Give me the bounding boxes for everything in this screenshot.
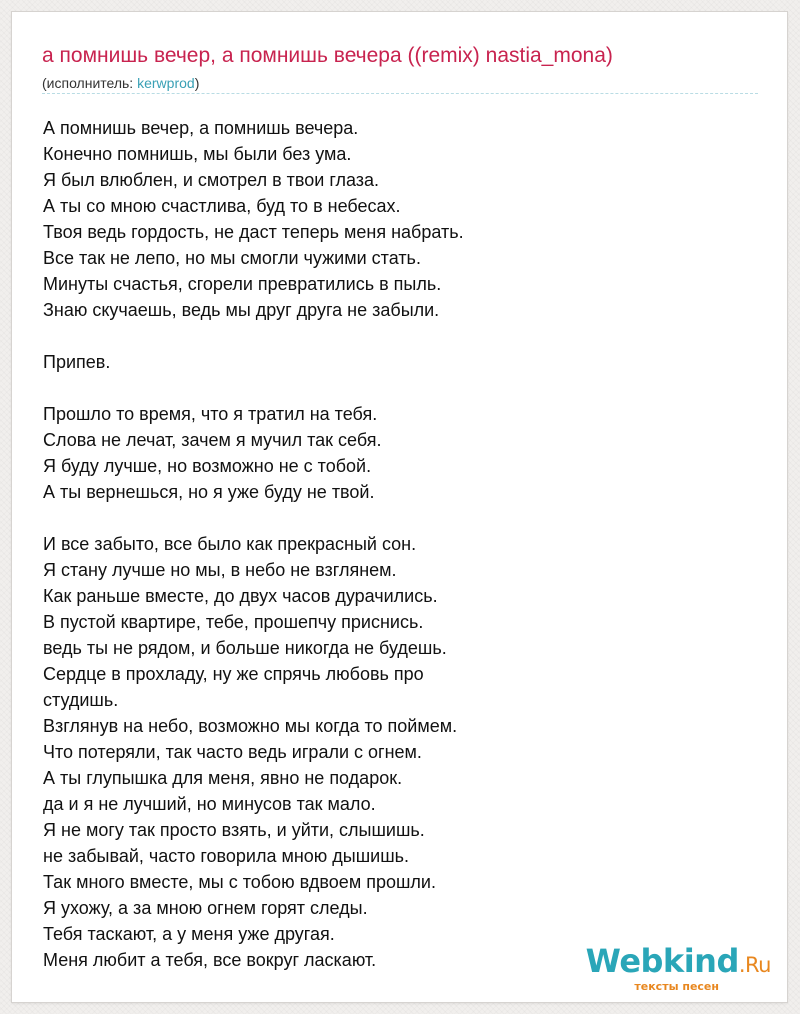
lyric-spacer [43, 505, 743, 531]
lyric-spacer [43, 323, 743, 349]
lyrics-card [12, 12, 787, 1002]
lyric-line: Тебя таскают, а у меня уже другая. [43, 924, 335, 944]
lyric-line: А ты со мною счастлива, буд то в небесах. [43, 196, 401, 216]
logo-tld: .Ru [738, 953, 771, 977]
lyrics-body [43, 115, 743, 973]
artist-link[interactable]: kerwprod [137, 75, 195, 91]
lyric-line: Минуты счастья, сгорели превратились в пыль. [43, 274, 442, 294]
lyric-line: В пустой квартире, тебе, прошепчу приснись. [43, 612, 424, 632]
lyric-line: А ты вернешься, но я уже буду не твой. [43, 482, 375, 502]
lyric-line: Я буду лучше, но возможно не с тобой. [43, 456, 372, 476]
performer-suffix: ) [194, 75, 200, 91]
lyric-line: Я был влюблен, и смотрел в твои глаза. [43, 170, 380, 190]
lyric-line: А помнишь вечер, а помнишь вечера. [43, 118, 359, 138]
lyric-line: Прошло то время, что я тратил на тебя. [43, 404, 378, 424]
lyric-line: Что потеряли, так часто ведь играли с огнем. [43, 742, 422, 762]
logo-name: Webkind [585, 942, 739, 980]
lyric-line: Так много вместе, мы с тобою вдвоем прошли. [43, 872, 436, 892]
logo-wordmark [586, 944, 771, 982]
logo-tagline: тексты песен [634, 980, 719, 993]
song-title: а помнишь вечер, а помнишь вечера ((remix) nastia_mona) [42, 44, 613, 67]
lyric-line: Сердце в прохладу, ну же спрячь любовь про [43, 664, 424, 684]
lyric-line: не забывай, часто говорила мною дышишь. [43, 846, 410, 866]
lyric-line: Слова не лечат, зачем я мучил так себя. [43, 430, 382, 450]
lyric-line: А ты глупышка для меня, явно не подарок. [43, 768, 403, 788]
lyric-line: Как раньше вместе, до двух часов дурачились. [43, 586, 438, 606]
performer-prefix: (исполнитель: [42, 75, 138, 91]
lyric-line: ведь ты не рядом, и больше никогда не будешь. [43, 638, 447, 658]
performer-line [42, 74, 199, 92]
header-divider [42, 93, 758, 94]
lyric-spacer [43, 375, 743, 401]
lyric-line: Меня любит а тебя, все вокруг ласкают. [43, 950, 377, 970]
lyric-line: Припев. [43, 352, 111, 372]
lyric-line: И все забыто, все было как прекрасный сон. [43, 534, 417, 554]
lyric-line: Я не могу так просто взять, и уйти, слышишь. [43, 820, 425, 840]
lyric-line: студишь. [43, 690, 119, 710]
lyric-line: да и я не лучший, но минусов так мало. [43, 794, 376, 814]
site-logo[interactable] [586, 944, 771, 992]
lyric-line: Твоя ведь гордость, не даст теперь меня набрать. [43, 222, 464, 242]
lyric-line: Я стану лучше но мы, в небо не взглянем. [43, 560, 397, 580]
lyric-line: Я ухожу, а за мною огнем горят следы. [43, 898, 368, 918]
lyric-line: Взглянув на небо, возможно мы когда то поймем. [43, 716, 458, 736]
lyric-line: Все так не лепо, но мы смогли чужими стать. [43, 248, 421, 268]
lyric-line: Знаю скучаешь, ведь мы друг друга не забыли. [43, 300, 440, 320]
lyric-line: Конечно помнишь, мы были без ума. [43, 144, 352, 164]
